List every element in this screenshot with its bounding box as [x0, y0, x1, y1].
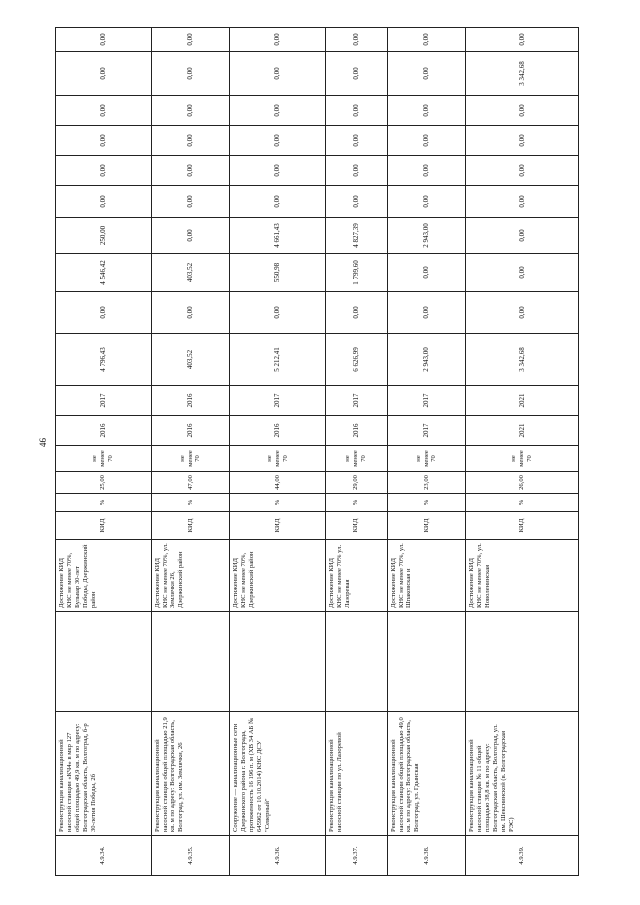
row-v8: 0,00 [151, 52, 230, 96]
row-goal: Достижение КИД КНС не менее 70% ул. Лазоревая [325, 540, 387, 612]
row-code: 4.9.37. [325, 836, 387, 876]
row-end: 2021 [466, 386, 579, 416]
row-start: 2017 [387, 416, 466, 446]
row-v5: 0,00 [466, 156, 579, 186]
row-total: 4 796,43 [56, 334, 152, 386]
row-code: 4.9.38. [387, 836, 466, 876]
row-total: 3 342,68 [466, 334, 579, 386]
row-v2: 4 546,42 [56, 254, 152, 292]
table-body [56, 28, 579, 876]
row-target: не менее 70 [230, 446, 326, 472]
row-goal: Достижение КИД КНС не менее 70%, ул. Новоленинская [466, 540, 579, 612]
row-name: Реконструкция канализационной насосной станции «КЧ4» в мкр 127 общей площадью 49,9 кв. м по адресу: Волгоградская область, Волгоград, б-р 30-летия Победы, 2б [56, 712, 152, 836]
row-v4: 0,00 [230, 186, 326, 218]
row-total: 403,52 [151, 334, 230, 386]
row-total: 6 626,99 [325, 334, 387, 386]
row-name: Реконструкция канализационной насосной станции общей площадью 49,0 кв. м по адресу: Волгоградская область, Волгоград, ул. Гдынская [387, 712, 466, 836]
row-v6: 0,00 [387, 126, 466, 156]
row-v7: 0,00 [56, 96, 152, 126]
row-v9: 0,00 [151, 28, 230, 52]
row-v2: 0,00 [387, 254, 466, 292]
row-name: Реконструкция канализационной насосной станции по ул. Лазоревой [325, 712, 387, 836]
row-v4: 0,00 [151, 186, 230, 218]
row-v6: 0,00 [230, 126, 326, 156]
row-v9: 0,00 [387, 28, 466, 52]
row-end: 2016 [151, 386, 230, 416]
row-v9: 0,00 [325, 28, 387, 52]
row-v8: 0,00 [230, 52, 326, 96]
table-row [325, 28, 387, 876]
row-v8: 0,00 [325, 52, 387, 96]
row-total: 2 943,00 [387, 334, 466, 386]
row-code: 4.9.39. [466, 836, 579, 876]
row-base: 47,00 [151, 472, 230, 494]
row-v2: 550,98 [230, 254, 326, 292]
row-v1: 0,00 [230, 292, 326, 334]
row-v6: 0,00 [56, 126, 152, 156]
row-goal: Достижение КИД КНС не менее 70%, ул. Землячки 26, Дзержинский район [151, 540, 230, 612]
row-end: 2017 [325, 386, 387, 416]
table-row [151, 28, 230, 876]
row-v9: 0,00 [56, 28, 152, 52]
row-start: 2016 [230, 416, 326, 446]
row-v6: 0,00 [151, 126, 230, 156]
row-base: 29,00 [325, 472, 387, 494]
row-v4: 0,00 [56, 186, 152, 218]
table-row [387, 28, 466, 876]
row-v8: 3 342,68 [466, 52, 579, 96]
rotated-table-wrapper [55, 28, 579, 876]
row-goal: Достижение КИД КНС не менее 70%, Дзержинский район [230, 540, 326, 612]
row-end: 2017 [56, 386, 152, 416]
row-program [56, 612, 152, 712]
row-v4: 0,00 [387, 186, 466, 218]
row-unit: % [466, 494, 579, 512]
row-v3: 4 827,39 [325, 218, 387, 254]
row-program [325, 612, 387, 712]
row-v6: 0,00 [466, 126, 579, 156]
row-v1: 0,00 [387, 292, 466, 334]
row-v7: 0,00 [325, 96, 387, 126]
row-start: 2016 [56, 416, 152, 446]
row-target: не менее 70 [466, 446, 579, 472]
row-program [466, 612, 579, 712]
row-v5: 0,00 [387, 156, 466, 186]
row-v4: 0,00 [466, 186, 579, 218]
row-v3: 4 661,43 [230, 218, 326, 254]
row-v7: 0,00 [230, 96, 326, 126]
row-base: 23,00 [387, 472, 466, 494]
row-indicator: КИД [325, 512, 387, 540]
table-row [466, 28, 579, 876]
row-total: 5 212,41 [230, 334, 326, 386]
row-v7: 0,00 [151, 96, 230, 126]
row-v8: 0,00 [56, 52, 152, 96]
row-start: 2016 [151, 416, 230, 446]
row-end: 2017 [230, 386, 326, 416]
row-goal: Достижение КИД КНС не менее 70%, Бульвар 30-лет Победы, Дзержинский район [56, 540, 152, 612]
row-indicator: КИД [466, 512, 579, 540]
row-indicator: КИД [56, 512, 152, 540]
row-v6: 0,00 [325, 126, 387, 156]
row-indicator: КИД [151, 512, 230, 540]
table-row [230, 28, 326, 876]
row-target: не менее 70 [151, 446, 230, 472]
row-target: не менее 70 [387, 446, 466, 472]
row-v5: 0,00 [230, 156, 326, 186]
page-number: 46 [38, 438, 48, 447]
row-v3: 0,00 [151, 218, 230, 254]
row-v9: 0,00 [230, 28, 326, 52]
row-unit: % [56, 494, 152, 512]
row-v1: 0,00 [56, 292, 152, 334]
row-v1: 0,00 [151, 292, 230, 334]
row-code: 4.9.35. [151, 836, 230, 876]
row-v2: 1 799,60 [325, 254, 387, 292]
row-code: 4.9.34. [56, 836, 152, 876]
row-base: 25,00 [56, 472, 152, 494]
row-v7: 0,00 [387, 96, 466, 126]
row-v1: 0,00 [466, 292, 579, 334]
row-start: 2016 [325, 416, 387, 446]
row-name: Реконструкция канализационной насосной станции общей площадью 21,9 кв. м по адресу: Волгоградская область, Волгоград, ул. им. Землячки, 26 [151, 712, 230, 836]
row-name: Сооружение — канализационные сети Дзержинского района г. Волгограда, протяженность 16 196 п. м (ХВ 34 АБ № 645962 от 10.10.2014) КНС ДСУ "Северный" [230, 712, 326, 836]
row-base: 44,00 [230, 472, 326, 494]
row-unit: % [387, 494, 466, 512]
row-v7: 0,00 [466, 96, 579, 126]
row-code: 4.9.36. [230, 836, 326, 876]
row-unit: % [151, 494, 230, 512]
row-indicator: КИД [230, 512, 326, 540]
row-target: не менее 70 [56, 446, 152, 472]
row-v3: 250,00 [56, 218, 152, 254]
row-v5: 0,00 [151, 156, 230, 186]
row-unit: % [325, 494, 387, 512]
row-name: Реконструкция канализационной насосной станции № 11 общей площадью 38,8 кв. м по адресу: Волгоградская область, Волгоград, ул. им. Шекснинской (в. Волгоградская РЭС) [466, 712, 579, 836]
row-v1: 0,00 [325, 292, 387, 334]
row-v2: 0,00 [466, 254, 579, 292]
row-v8: 0,00 [387, 52, 466, 96]
row-v5: 0,00 [325, 156, 387, 186]
investment-table [55, 27, 579, 876]
row-end: 2017 [387, 386, 466, 416]
row-v9: 0,00 [466, 28, 579, 52]
row-v3: 0,00 [466, 218, 579, 254]
table-row [56, 28, 152, 876]
row-program [151, 612, 230, 712]
row-unit: % [230, 494, 326, 512]
row-v2: 403,52 [151, 254, 230, 292]
row-v4: 0,00 [325, 186, 387, 218]
row-start: 2021 [466, 416, 579, 446]
row-program [387, 612, 466, 712]
row-target: не менее 70 [325, 446, 387, 472]
row-indicator: КИД [387, 512, 466, 540]
row-program [230, 612, 326, 712]
row-v3: 2 943,00 [387, 218, 466, 254]
row-v5: 0,00 [56, 156, 152, 186]
row-goal: Достижение КИД КНС не менее 70%, ул. Шпаковская и [387, 540, 466, 612]
row-base: 26,00 [466, 472, 579, 494]
